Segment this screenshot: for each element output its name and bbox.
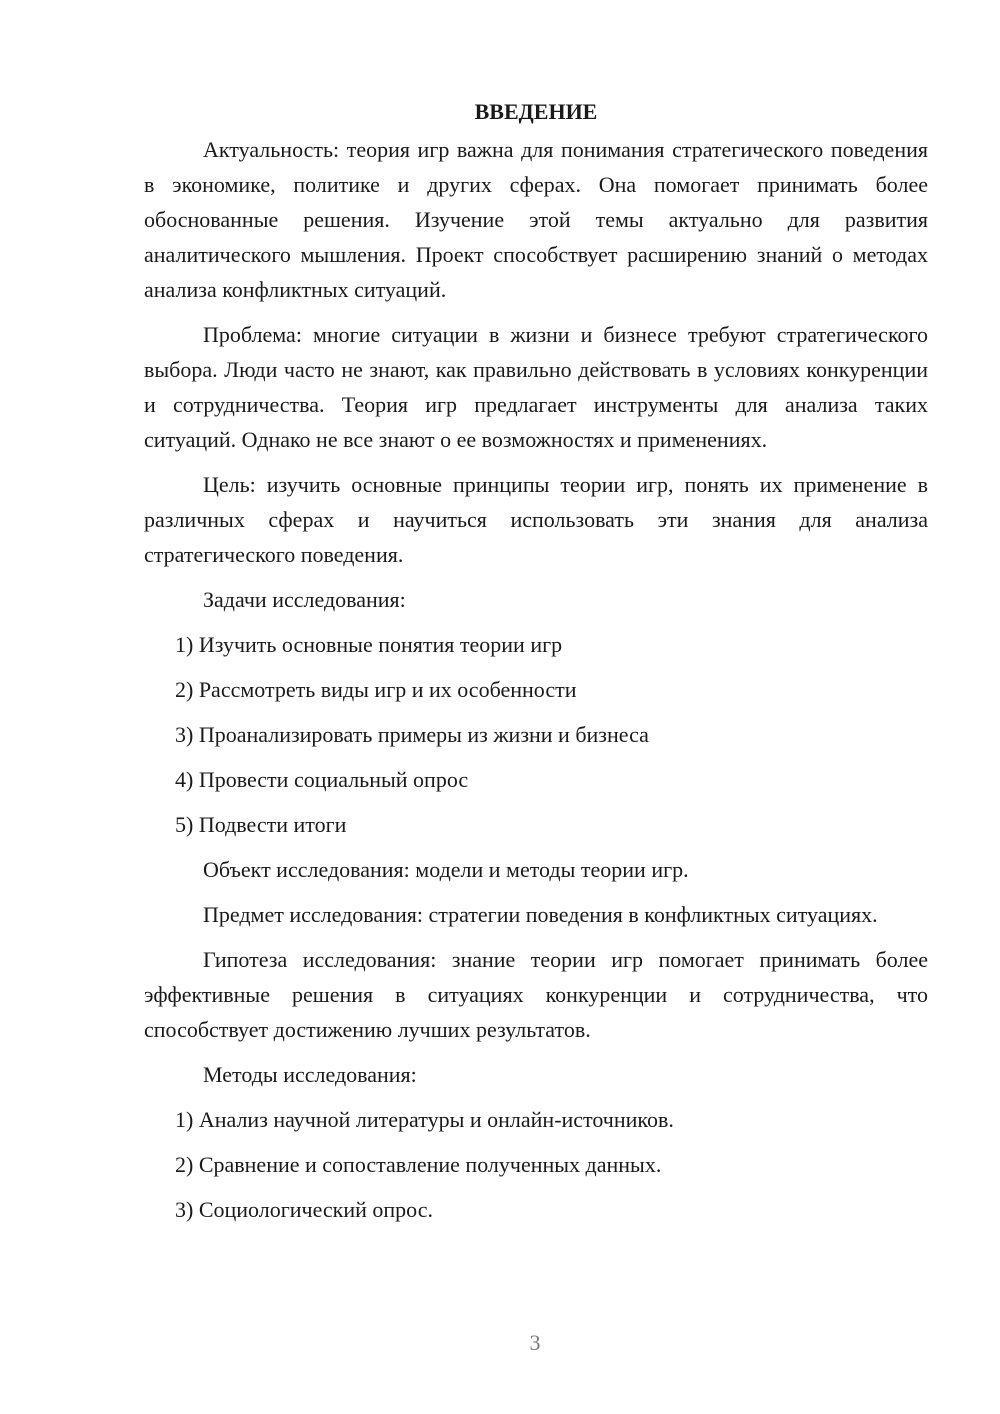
goal-paragraph: Цель: изучить основные принципы теории игр, понять их применение в различных сферах и научиться использовать эти знания для анализа стратегического поведения. [144, 472, 928, 567]
task-item: 3) Проанализировать примеры из жизни и бизнеса [175, 722, 649, 747]
method-item: 2) Сравнение и сопоставление полученных данных. [175, 1152, 662, 1177]
methods-heading: Методы исследования: [203, 1062, 417, 1087]
task-item: 5) Подвести итоги [175, 812, 347, 837]
task-item: 4) Провести социальный опрос [175, 767, 469, 792]
method-item: 1) Анализ научной литературы и онлайн-источников. [175, 1107, 674, 1132]
page-number: 3 [529, 1330, 541, 1355]
tasks-heading: Задачи исследования: [203, 587, 406, 612]
hypothesis-paragraph: Гипотеза исследования: знание теории игр помогает принимать более эффективные решения в ситуациях конкуренции и сотрудничества, что способствует достижению лучших результатов. [144, 947, 928, 1042]
relevance-paragraph: Актуальность: теория игр важна для понимания стратегического поведения в экономике, политике и других сферах. Она помогает принимать более обоснованные решения. Изучение этой темы актуально для развития аналитического мышления. Проект способствует расширению знаний о методах анализа конфликтных ситуаций. [144, 137, 928, 302]
object-paragraph: Объект исследования: модели и методы теории игр. [203, 857, 689, 882]
task-item: 2) Рассмотреть виды игр и их особенности [175, 677, 577, 702]
section-title: ВВЕДЕНИЕ [474, 99, 598, 124]
problem-paragraph: Проблема: многие ситуации в жизни и бизнесе требуют стратегического выбора. Люди часто не знают, как правильно действовать в условиях конкуренции и сотрудничества. Теория игр предлагает инструменты для анализа таких ситуаций. Однако не все знают о ее возможностях и применениях. [144, 322, 928, 452]
method-item: 3) Социологический опрос. [175, 1197, 433, 1222]
task-item: 1) Изучить основные понятия теории игр [175, 632, 563, 657]
subject-paragraph: Предмет исследования: стратегии поведения в конфликтных ситуациях. [203, 902, 878, 927]
document-page [144, 94, 928, 1237]
